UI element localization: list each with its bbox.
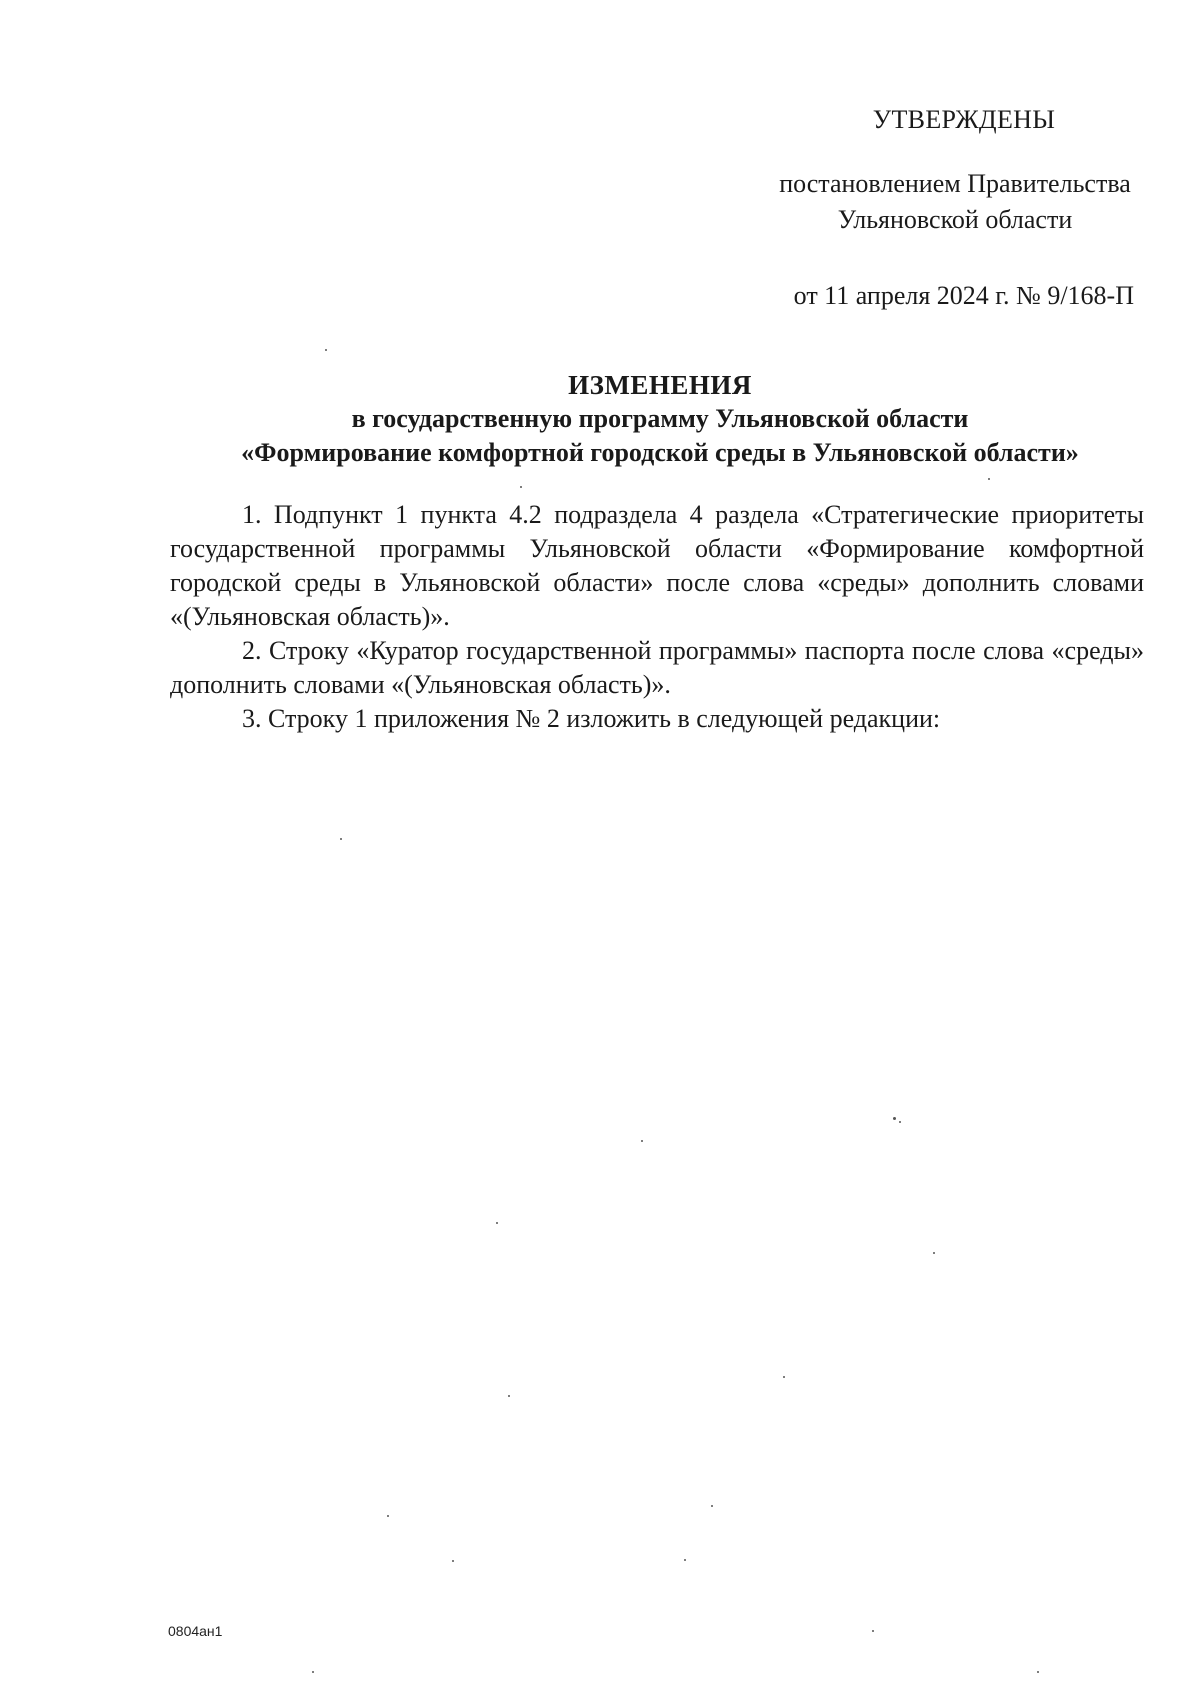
title-main: ИЗМЕНЕНИЯ xyxy=(568,370,752,400)
scan-speck xyxy=(899,1121,901,1123)
approval-region-line: Ульяновской области xyxy=(837,205,1073,234)
scan-speck xyxy=(872,1630,874,1632)
approval-authority-line: постановлением Правительства xyxy=(779,169,1131,198)
scan-speck xyxy=(452,1560,454,1562)
scan-speck xyxy=(933,1252,935,1254)
paragraph-1: 1. Подпункт 1 пункта 4.2 подраздела 4 раздела «Стратегические приоритеты государственной программы Ульяновской области «Формирование комфортной городской среды в Ульяновской области» после слова «среды» дополнить словами «(Ульяновская область)». xyxy=(170,500,1144,631)
document-code: 0804ан1 xyxy=(168,1623,223,1639)
approval-stamp xyxy=(720,102,1190,314)
scan-speck xyxy=(641,1140,643,1142)
scan-speck xyxy=(496,1222,498,1224)
approval-heading: УТВЕРЖДЕНЫ xyxy=(872,105,1056,134)
approval-date: от 11 апреля 2024 г. № 9/168-П xyxy=(793,281,1134,310)
scan-speck xyxy=(520,486,522,488)
title-subtitle-1: в государственную программу Ульяновской области xyxy=(351,404,969,433)
paragraph-2: 2. Строку «Куратор государственной программы» паспорта после слова «среды» дополнить словами «(Ульяновская область)». xyxy=(170,636,1144,699)
scan-speck xyxy=(893,1117,896,1120)
scan-speck xyxy=(508,1395,510,1397)
scan-speck xyxy=(711,1505,713,1507)
scan-speck xyxy=(1037,1671,1039,1673)
scan-speck xyxy=(783,1376,785,1378)
scan-speck xyxy=(325,349,327,351)
document-body xyxy=(170,498,1144,736)
scan-speck xyxy=(387,1515,389,1517)
scan-speck xyxy=(988,478,990,480)
title-subtitle-2: «Формирование комфортной городской среды в Ульяновской области» xyxy=(241,438,1079,467)
scan-speck xyxy=(312,1671,314,1673)
paragraph-3: 3. Строку 1 приложения № 2 изложить в следующей редакции: xyxy=(242,704,941,733)
document-title xyxy=(160,368,1160,470)
scan-speck xyxy=(684,1559,686,1561)
scan-speck xyxy=(340,838,342,840)
